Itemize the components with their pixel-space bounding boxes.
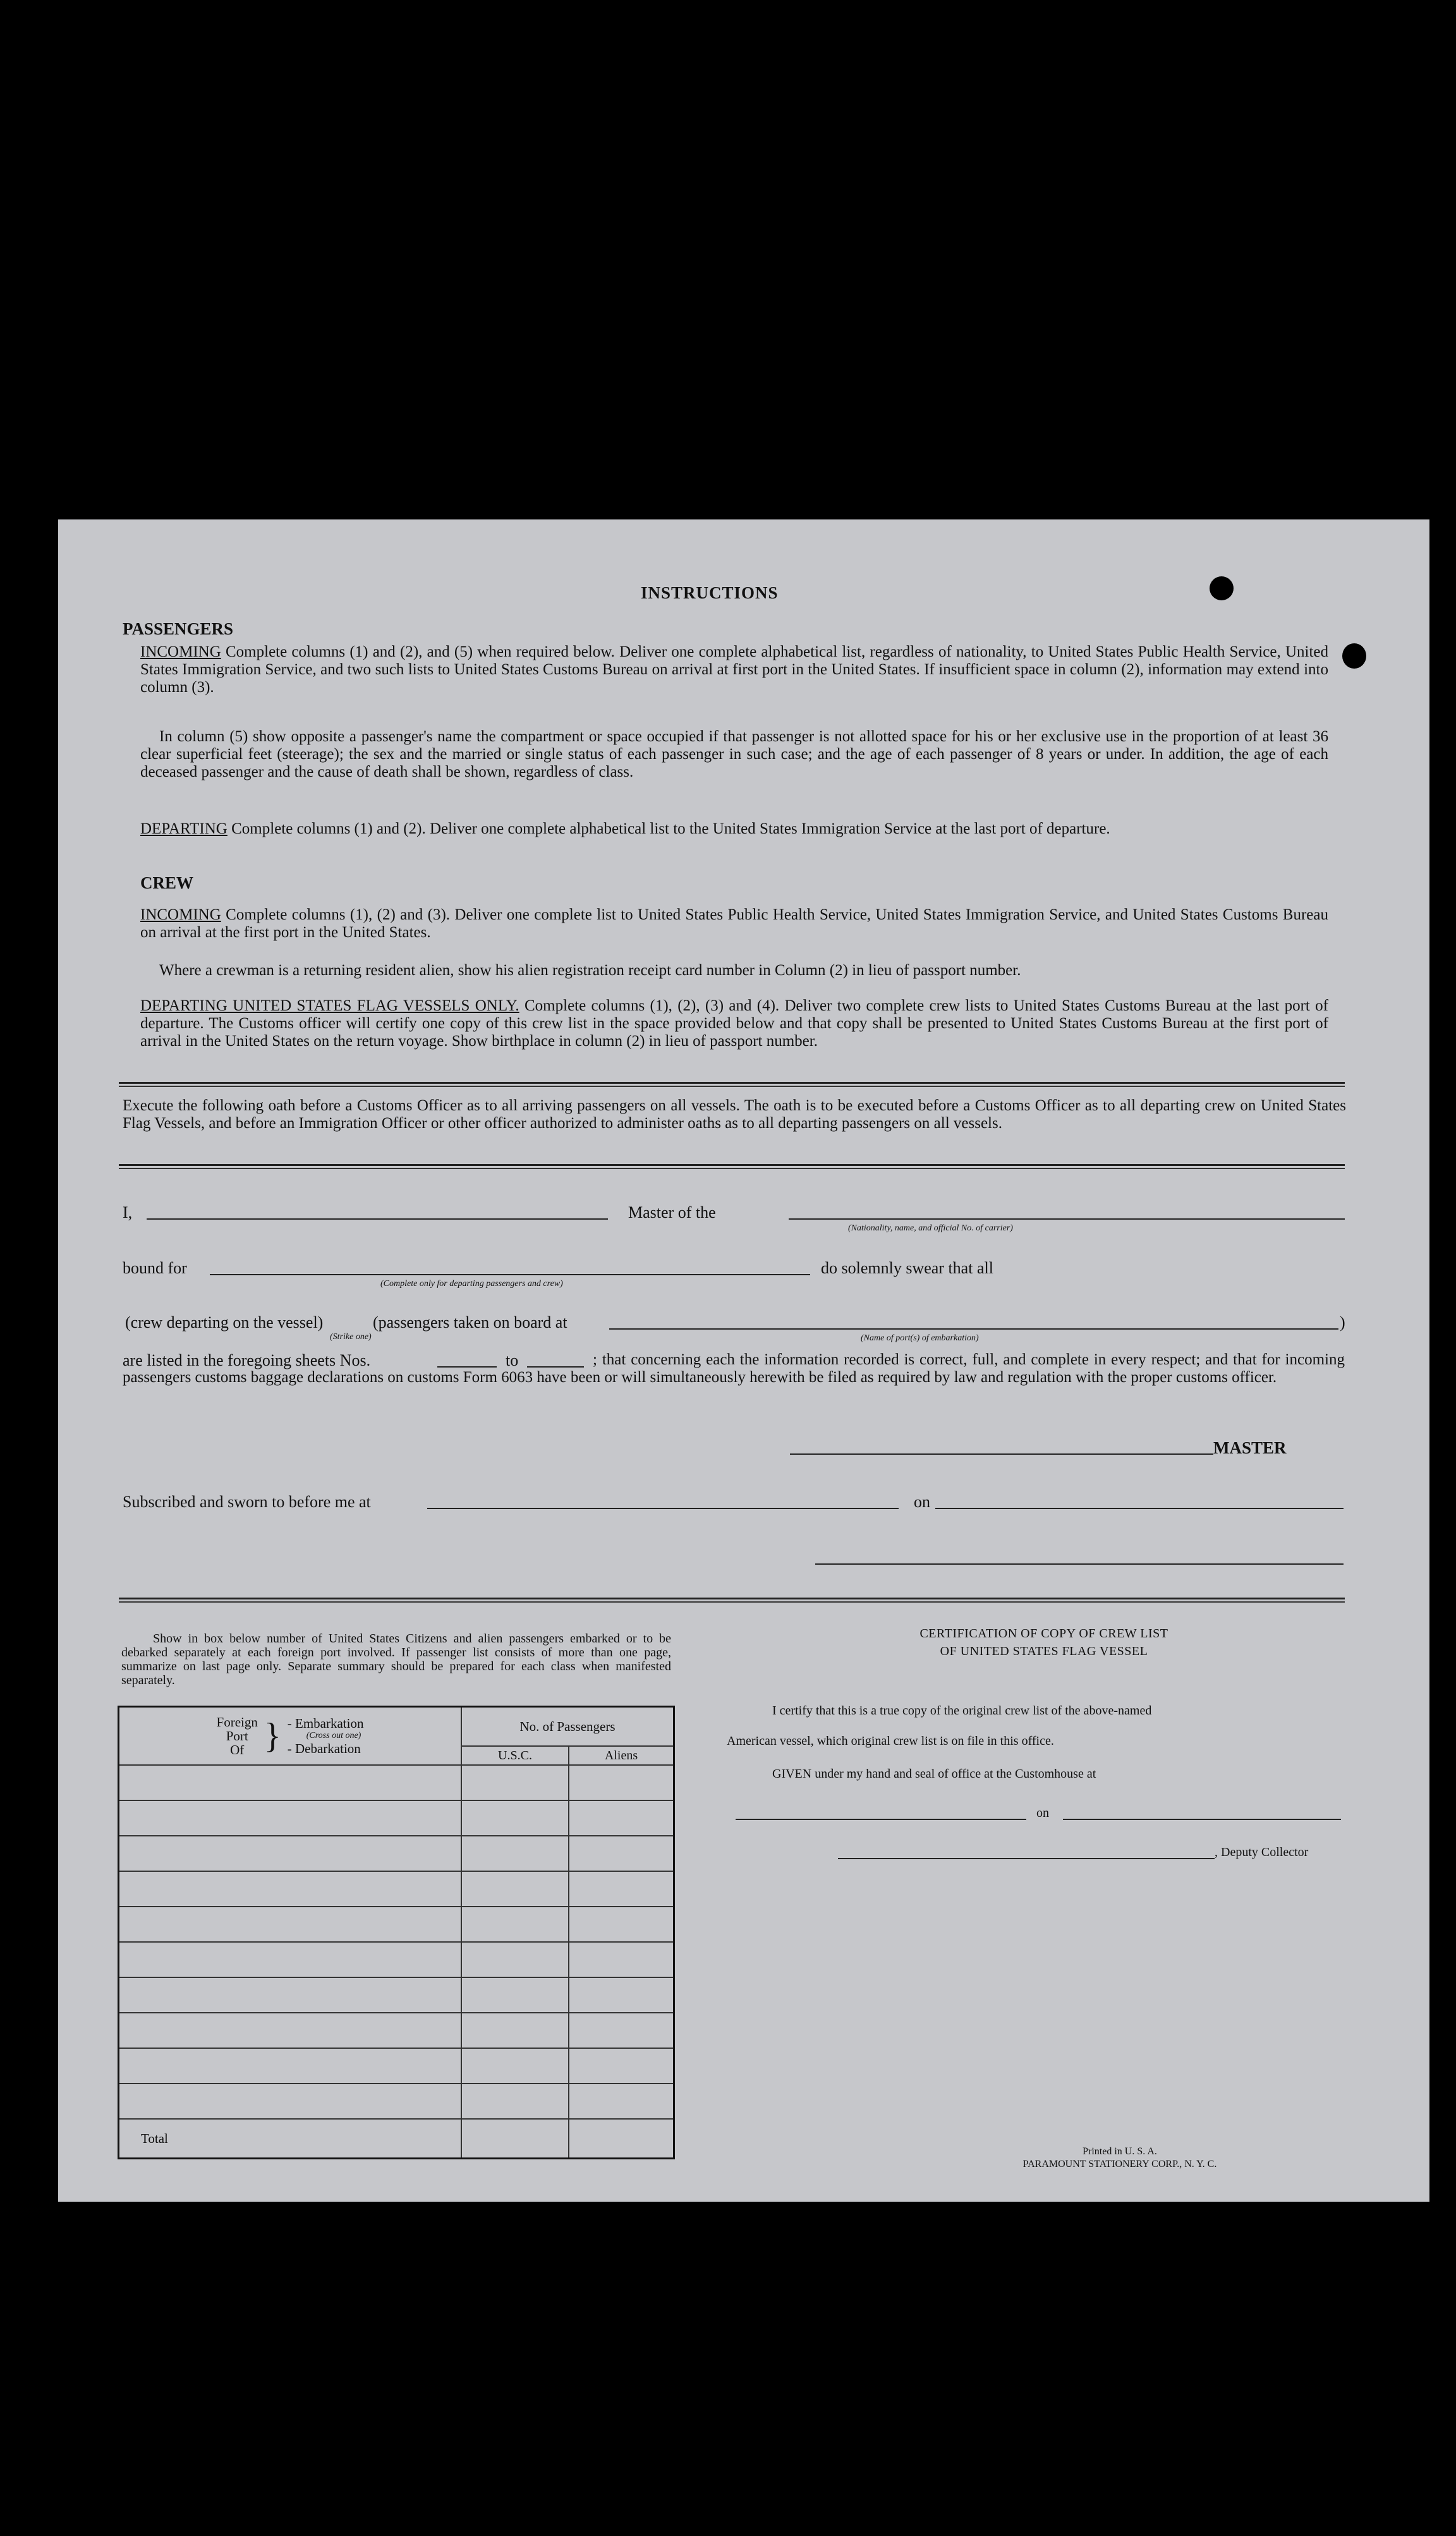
bound-for-label: bound for xyxy=(123,1259,187,1277)
port-cell[interactable] xyxy=(119,1942,462,1977)
aliens-header: Aliens xyxy=(569,1746,674,1765)
total-row xyxy=(119,2119,674,2159)
table-row xyxy=(119,2084,674,2119)
port-note: (Name of port(s) of embarkation) xyxy=(861,1333,979,1343)
swear-text: do solemnly swear that all xyxy=(821,1259,993,1277)
passenger-count-table xyxy=(118,1706,675,2159)
oath-intro: Execute the following oath before a Customs Officer as to all arriving passengers on all vessels. The oath is to be executed before a Customs Officer as to all departing crew on United States Flag Vessels, and before an Immigration Officer or other officer authorized to administer oaths as to all departing passengers on all vessels. xyxy=(123,1097,1346,1132)
divider xyxy=(119,1164,1345,1166)
sworn-date-field[interactable] xyxy=(935,1508,1344,1509)
port-cell[interactable] xyxy=(119,1871,462,1907)
aliens-cell[interactable] xyxy=(569,1907,674,1942)
divider xyxy=(119,1086,1345,1087)
crew-heading: CREW xyxy=(140,873,194,892)
port-cell[interactable] xyxy=(119,2013,462,2048)
table-row xyxy=(119,1942,674,1977)
divider xyxy=(119,1082,1345,1084)
crew-resident-text: Where a crewman is a returning resident alien, show his alien registration receipt card number in Column (2) in lieu of passport number. xyxy=(159,962,1021,979)
aliens-cell[interactable] xyxy=(569,1836,674,1871)
aliens-cell[interactable] xyxy=(569,1977,674,2013)
divider xyxy=(119,1168,1345,1169)
master-of-the-label: Master of the xyxy=(628,1203,716,1222)
crew-departing-option: (crew departing on the vessel) xyxy=(125,1313,324,1332)
departing-label: DEPARTING xyxy=(140,820,228,837)
port-cell[interactable] xyxy=(119,1977,462,2013)
box-instructions: Show in box below number of United States Citizens and alien passengers embarked or to be debarked separately at each foreign port involved. If passenger list consists of more than one page, summarize on last page only. Separate summary should be prepared for each class when manifested separately. xyxy=(121,1632,671,1687)
aliens-cell[interactable] xyxy=(569,2048,674,2084)
bound-note: (Complete only for departing passengers and crew) xyxy=(380,1279,563,1289)
passengers-taken-option: (passengers taken on board at xyxy=(373,1313,567,1332)
punch-hole xyxy=(1342,643,1366,669)
debarkation-label: - Debarkation xyxy=(287,1741,361,1756)
port-cell[interactable] xyxy=(119,2084,462,2119)
table-row xyxy=(119,2048,674,2084)
no-passengers-header: No. of Passengers xyxy=(461,1707,674,1747)
incoming-text: Complete columns (1) and (2), and (5) when required below. Deliver one complete alphabetical list, regardless of nationality, to United States Public Health Service, United States Immigration Service, and two such lists to United States Customs Bureau on arrival at first port in the United States. If insufficient space in column (2), information may extend into column (3). xyxy=(140,643,1329,696)
port-cell[interactable] xyxy=(119,1907,462,1942)
bound-for-field[interactable] xyxy=(210,1274,810,1275)
divider xyxy=(119,1598,1345,1599)
aliens-cell[interactable] xyxy=(569,1942,674,1977)
table-row xyxy=(119,1977,674,2013)
departing-text: Complete columns (1) and (2). Deliver one complete alphabetical list to the United States Immigration Service at the last port of departure. xyxy=(231,820,1110,837)
subscribed-label: Subscribed and sworn to before me at xyxy=(123,1493,371,1511)
port-header: Foreign Port Of } - Embarkation (Cross out one) - Debarkation xyxy=(119,1707,462,1766)
customhouse-field[interactable] xyxy=(736,1819,1026,1820)
aliens-cell[interactable] xyxy=(569,2084,674,2119)
listed-label: are listed in the foregoing sheets Nos. xyxy=(123,1351,371,1369)
table-row xyxy=(119,1907,674,1942)
to-label: to xyxy=(506,1351,519,1369)
carrier-note: (Nationality, name, and official No. of carrier) xyxy=(848,1223,1013,1233)
crew-incoming xyxy=(140,906,1328,942)
table-row xyxy=(119,1765,674,1800)
total-label: Total xyxy=(119,2119,462,2159)
page-title: INSTRUCTIONS xyxy=(641,583,779,602)
oath-i: I, xyxy=(123,1203,133,1222)
cert-given: GIVEN under my hand and seal of office at the Customhouse at xyxy=(772,1767,1096,1781)
port-cell[interactable] xyxy=(119,2048,462,2084)
printer-line-1: Printed in U. S. A. xyxy=(1083,2146,1157,2157)
form-page xyxy=(58,519,1429,2202)
close-paren: ) xyxy=(1340,1313,1345,1332)
master-name-field[interactable] xyxy=(147,1218,608,1220)
crew-incoming-label: INCOMING xyxy=(140,906,221,923)
foreign-label: Foreign xyxy=(216,1714,258,1730)
usc-cell[interactable] xyxy=(461,1907,569,1942)
usc-cell[interactable] xyxy=(461,1800,569,1836)
master-label: MASTER xyxy=(1213,1438,1287,1457)
carrier-field[interactable] xyxy=(789,1218,1345,1220)
flag-label: DEPARTING UNITED STATES FLAG VESSELS ONLY. xyxy=(140,997,519,1014)
strike-one-note: (Strike one) xyxy=(330,1332,372,1342)
aliens-cell[interactable] xyxy=(569,1765,674,1800)
sworn-at-field[interactable] xyxy=(427,1508,899,1509)
embarkation-port-field[interactable] xyxy=(609,1328,1338,1330)
cross-out-note: (Cross out one) xyxy=(306,1731,361,1740)
embarkation-label: - Embarkation xyxy=(287,1716,364,1731)
usc-cell[interactable] xyxy=(461,1977,569,2013)
deputy-label: , Deputy Collector xyxy=(1215,1845,1309,1859)
cert-text-1: I certify that this is a true copy of the original crew list of the above-named xyxy=(772,1704,1152,1718)
passengers-heading: PASSENGERS xyxy=(123,619,234,638)
usc-cell[interactable] xyxy=(461,1765,569,1800)
cert-on-label: on xyxy=(1036,1806,1049,1820)
master-signature-field[interactable] xyxy=(790,1453,1213,1455)
aliens-total-cell[interactable] xyxy=(569,2119,674,2159)
usc-cell[interactable] xyxy=(461,2048,569,2084)
cert-title-2: OF UNITED STATES FLAG VESSEL xyxy=(940,1644,1148,1658)
aliens-cell[interactable] xyxy=(569,1871,674,1907)
crew-incoming-text: Complete columns (1), (2) and (3). Deliver one complete list to United States Public Health Service, United States Immigration Service, and United States Customs Bureau on arrival at the first port in the United States. xyxy=(140,906,1328,941)
port-cell[interactable] xyxy=(119,1765,462,1800)
cert-date-field[interactable] xyxy=(1063,1819,1341,1820)
cert-title-1: CERTIFICATION OF COPY OF CREW LIST xyxy=(919,1627,1168,1641)
table-row xyxy=(119,1800,674,1836)
usc-cell[interactable] xyxy=(461,1871,569,1907)
usc-cell[interactable] xyxy=(461,2084,569,2119)
deputy-signature-field[interactable] xyxy=(838,1858,1215,1859)
printer-line-2: PARAMOUNT STATIONERY CORP., N. Y. C. xyxy=(1022,2159,1217,2169)
incoming-label: INCOMING xyxy=(140,643,221,660)
port-cell[interactable] xyxy=(119,1800,462,1836)
cert-text-2: American vessel, which original crew list is on file in this office. xyxy=(727,1734,1054,1748)
column5-text: In column (5) show opposite a passenger's name the compartment or space occupied if that passenger is not allotted space for his or her exclusive use in the proportion of at least 36 clear superficial feet (steerage); the sex and the married or single status of each passenger in such case; and the age of each passenger of 8 years or under. In addition, the age of each deceased passenger and the cause of death shall be shown, regardless of class. xyxy=(140,728,1328,780)
usc-cell[interactable] xyxy=(461,2013,569,2048)
usc-cell[interactable] xyxy=(461,1836,569,1871)
on-label: on xyxy=(914,1493,930,1511)
port-label: Port xyxy=(226,1728,248,1744)
table-row xyxy=(119,1871,674,1907)
table-row xyxy=(119,1836,674,1871)
divider xyxy=(119,1601,1345,1603)
oath-statement: ; that concerning each the information recorded is correct, full, and complete in every respect; and that for incoming passengers customs baggage declarations on customs Form 6063 have been or will simultaneously herewith be filed as required by law and regulation with the proper customs officer. xyxy=(123,1351,1345,1386)
aliens-cell[interactable] xyxy=(569,2013,674,2048)
passengers-departing xyxy=(140,820,1328,838)
table-header-row xyxy=(119,1707,674,1747)
usc-total-cell[interactable] xyxy=(461,2119,569,2159)
officer-signature-field[interactable] xyxy=(815,1563,1344,1565)
port-cell[interactable] xyxy=(119,1836,462,1871)
of-label: Of xyxy=(230,1742,245,1757)
crew-flag-vessels xyxy=(140,997,1328,1050)
aliens-cell[interactable] xyxy=(569,1800,674,1836)
table-row xyxy=(119,2013,674,2048)
usc-header: U.S.C. xyxy=(461,1746,569,1765)
passengers-incoming xyxy=(140,643,1328,696)
punch-hole xyxy=(1210,576,1234,600)
flag-text: Complete columns (1), (2), (3) and (4). Deliver two complete crew lists to United States Customs Bureau at the last port of departure. The Customs officer will certify one copy of this crew list in the space provided below and that copy shall be presented to United States Customs Bureau at the first port of arrival in the United States on the return voyage. Show birthplace in column (2) in lieu of passport number. xyxy=(140,997,1328,1050)
usc-cell[interactable] xyxy=(461,1942,569,1977)
